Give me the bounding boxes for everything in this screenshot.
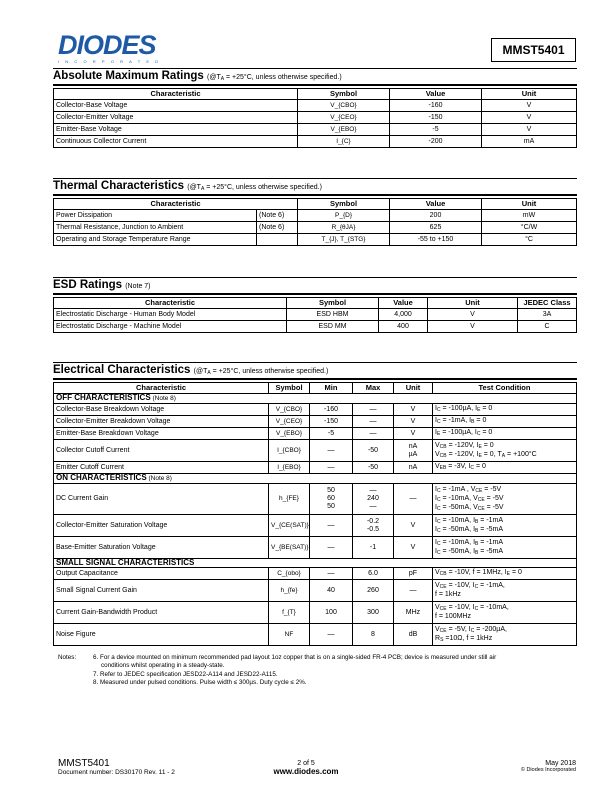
column-header: Characteristic	[54, 199, 298, 210]
footer-page: 2 of 5	[297, 760, 315, 767]
max-cell: —	[353, 428, 394, 440]
value-cell: -150	[390, 112, 482, 124]
column-header: Unit	[428, 298, 518, 309]
table-row	[54, 602, 577, 624]
diodes-logo: DIODES INCORPORATED	[58, 30, 165, 64]
symbol-cell: NF	[269, 624, 310, 646]
thermal-characteristics-section	[53, 178, 577, 246]
min-cell: —	[310, 568, 353, 580]
table-row	[54, 515, 577, 537]
symbol-cell: V_{CEO}	[298, 112, 390, 124]
value-cell: V	[428, 321, 518, 333]
table-header-row	[54, 89, 577, 100]
test-condition-cell: $V_{CE} = -10V$, $I_C = -1mA$, f = 1kHz	[433, 580, 577, 602]
section-condition: ($@T_A = +25^\circ C$, unless otherwise specified.)	[187, 184, 322, 192]
absolute-maximum-ratings-section	[53, 68, 577, 148]
characteristic-cell: Emitter Cutoff Current	[54, 462, 269, 474]
group-label	[54, 474, 577, 484]
table-row	[54, 222, 577, 234]
table-row	[54, 580, 577, 602]
symbol-cell: V_{BE(SAT)}	[269, 537, 310, 559]
value-cell: °C	[482, 234, 577, 246]
footer-doc-number: Document number: DS30170 Rev. 11 - 2	[58, 769, 175, 776]
test-condition-cell: $V_{CB} = -10V$, f = 1MHz, $I_E = 0$	[433, 568, 577, 580]
test-condition-cell: $I_C = -10mA$, $I_B = -1mA$ $I_C = -50mA$, $I_B = -5mA$	[433, 515, 577, 537]
max-cell: —	[353, 416, 394, 428]
characteristic-cell: Operating and Storage Temperature Range	[54, 234, 257, 246]
group-label	[54, 394, 577, 404]
max-cell: — 240 —	[353, 484, 394, 515]
min-cell: —	[310, 462, 353, 474]
column-header: Symbol	[269, 383, 310, 394]
value-cell: (Note 6)	[257, 210, 298, 222]
value-cell: mW	[482, 210, 577, 222]
group-note: (Note 8)	[150, 395, 176, 402]
table-row	[54, 440, 577, 462]
note-6-cont: conditions whilst operating in a steady-state.	[101, 662, 225, 670]
symbol-cell: V_{CBO}	[269, 404, 310, 416]
column-header: Max	[353, 383, 394, 394]
value-cell: V	[482, 112, 577, 124]
column-header: Unit	[482, 89, 577, 100]
section-title: Absolute Maximum Ratings	[53, 70, 204, 82]
table-row	[54, 404, 577, 416]
min-cell: -150	[310, 416, 353, 428]
characteristic-cell: Electrostatic Discharge - Human Body Model	[54, 309, 287, 321]
characteristic-cell: Collector-Emitter Saturation Voltage	[54, 515, 269, 537]
footer-website[interactable]: www.diodes.com	[273, 767, 339, 776]
symbol-cell: C_{obo}	[269, 568, 310, 580]
max-cell: 6.0	[353, 568, 394, 580]
max-cell: -0.2 -0.5	[353, 515, 394, 537]
unit-cell: pF	[394, 568, 433, 580]
absolute-maximum-ratings-table	[53, 88, 577, 148]
min-cell: —	[310, 440, 353, 462]
column-header: Test Condition	[433, 383, 577, 394]
characteristic-cell: Output Capacitance	[54, 568, 269, 580]
table-row	[54, 568, 577, 580]
characteristic-cell: Power Dissipation	[54, 210, 257, 222]
column-header: Characteristic	[54, 89, 298, 100]
footer-left	[58, 758, 175, 776]
test-condition-cell: $I_C = -10mA$, $I_B = -1mA$ $I_C = -50mA$, $I_B = -5mA$	[433, 537, 577, 559]
symbol-cell: V_{EBO}	[298, 124, 390, 136]
column-header: JEDEC Class	[518, 298, 577, 309]
group-label	[54, 559, 577, 568]
symbol-cell: h_{fe}	[269, 580, 310, 602]
value-cell: -5	[390, 124, 482, 136]
unit-cell: V	[394, 416, 433, 428]
max-cell: -50	[353, 462, 394, 474]
esd-ratings-table	[53, 297, 577, 333]
value-cell: (Note 6)	[257, 222, 298, 234]
value-cell: -160	[390, 100, 482, 112]
symbol-cell: R_{θJA}	[298, 222, 390, 234]
symbol-cell: f_{T}	[269, 602, 310, 624]
electrical-characteristics-table	[53, 382, 577, 646]
group-title: SMALL SIGNAL CHARACTERISTICS	[56, 558, 195, 567]
note-7: 7. Refer to JEDEC specification JESD22-A114 and JESD22-A115.	[93, 670, 278, 678]
column-header: Value	[390, 89, 482, 100]
table-row	[54, 321, 577, 333]
unit-cell: nA µA	[394, 440, 433, 462]
symbol-cell: I_{EBO}	[269, 462, 310, 474]
value-cell: -55 to +150	[390, 234, 482, 246]
value-cell	[257, 234, 298, 246]
column-header: Unit	[394, 383, 433, 394]
value-cell: mA	[482, 136, 577, 148]
group-title: ON CHARACTERISTICS	[56, 473, 147, 482]
value-cell: ESD HBM	[287, 309, 379, 321]
symbol-cell: V_{CEO}	[269, 416, 310, 428]
symbol-cell: V_{CE(SAT)}	[269, 515, 310, 537]
thermal-characteristics-table	[53, 198, 577, 246]
value-cell: ESD MM	[287, 321, 379, 333]
section-note: (Note 7)	[125, 283, 151, 290]
column-header: Symbol	[298, 89, 390, 100]
footer-right	[521, 760, 576, 773]
unit-cell: V	[394, 428, 433, 440]
test-condition-cell: $V_{CE} = -5V$, $I_C = -200\mu A$, $R_S =10\Omega$, f = 1kHz	[433, 624, 577, 646]
table-row	[54, 537, 577, 559]
test-condition-cell: $V_{CB} = -120V$, $I_E = 0$ $V_{CB} = -120V$, $I_E = 0$, $T_A = +100^\circ C$	[433, 440, 577, 462]
table-row	[54, 428, 577, 440]
test-condition-cell: $I_C = -1mA$, $I_B = 0$	[433, 416, 577, 428]
characteristic-cell: Base-Emitter Saturation Voltage	[54, 537, 269, 559]
max-cell: 260	[353, 580, 394, 602]
value-cell: °C/W	[482, 222, 577, 234]
min-cell: -5	[310, 428, 353, 440]
column-header: Value	[379, 298, 428, 309]
value-cell: C	[518, 321, 577, 333]
unit-cell: MHz	[394, 602, 433, 624]
test-condition-cell: $I_C = -100\mu A$, $I_E = 0$	[433, 404, 577, 416]
footer-date: May 2018	[545, 760, 576, 767]
unit-cell: V	[394, 404, 433, 416]
unit-cell: —	[394, 580, 433, 602]
value-cell: -200	[390, 136, 482, 148]
min-cell: —	[310, 624, 353, 646]
section-condition: ($@T_A = +25^\circ C$, unless otherwise specified.)	[207, 74, 342, 82]
test-condition-cell: $I_E = -100\mu A$, $I_C = 0$	[433, 428, 577, 440]
value-cell: 4,000	[379, 309, 428, 321]
table-row	[54, 462, 577, 474]
column-header: Characteristic	[54, 383, 269, 394]
value-cell: 400	[379, 321, 428, 333]
note-6: 6. For a device mounted on minimum recommended pad layout 1oz copper that is on a single-sided FR-4 PCB; device is measured under still air	[93, 654, 497, 661]
electrical-characteristics-section	[53, 362, 577, 646]
table-row	[54, 484, 577, 515]
characteristic-cell: Collector-Emitter Voltage	[54, 112, 298, 124]
table-row	[54, 124, 577, 136]
section-condition: ($@T_A = +25^\circ C$, unless otherwise specified.)	[193, 368, 329, 376]
test-condition-cell: $V_{CE} = -10V$, $I_C = -10mA$, f = 100MHz	[433, 602, 577, 624]
min-cell: 100	[310, 602, 353, 624]
column-header: Min	[310, 383, 353, 394]
column-header: Characteristic	[54, 298, 287, 309]
group-header-row	[54, 394, 577, 404]
characteristic-cell: Emitter-Base Breakdown Voltage	[54, 428, 269, 440]
footer-part: MMST5401	[58, 758, 110, 769]
max-cell: 8	[353, 624, 394, 646]
section-title: ESD Ratings	[53, 279, 123, 291]
max-cell: 300	[353, 602, 394, 624]
min-cell: -160	[310, 404, 353, 416]
characteristic-cell: Collector-Emitter Breakdown Voltage	[54, 416, 269, 428]
table-row	[54, 624, 577, 646]
characteristic-cell: Thermal Resistance, Junction to Ambient	[54, 222, 257, 234]
symbol-cell: T_{J}, T_{STG}	[298, 234, 390, 246]
min-cell: 50 60 50	[310, 484, 353, 515]
value-cell: V	[482, 100, 577, 112]
group-title: OFF CHARACTERISTICS	[56, 393, 151, 402]
characteristic-cell: DC Current Gain	[54, 484, 269, 515]
table-row	[54, 416, 577, 428]
column-header: Unit	[482, 199, 577, 210]
min-cell: 40	[310, 580, 353, 602]
max-cell: —	[353, 404, 394, 416]
characteristic-cell: Current Gain-Bandwidth Product	[54, 602, 269, 624]
value-cell: V	[482, 124, 577, 136]
part-number-box: MMST5401	[491, 38, 576, 62]
symbol-cell: h_{FE}	[269, 484, 310, 515]
test-condition-cell: $V_{EB} = -3V$, $I_C = 0$	[433, 462, 577, 474]
footer-copyright: © Diodes Incorporated	[520, 767, 576, 773]
max-cell: -1	[353, 537, 394, 559]
column-header: Value	[390, 199, 482, 210]
characteristic-cell: Collector-Base Voltage	[54, 100, 298, 112]
table-header-row	[54, 298, 577, 309]
unit-cell: —	[394, 484, 433, 515]
min-cell: —	[310, 515, 353, 537]
characteristic-cell: Small Signal Current Gain	[54, 580, 269, 602]
table-row	[54, 100, 577, 112]
max-cell: -50	[353, 440, 394, 462]
symbol-cell: P_{D}	[298, 210, 390, 222]
symbol-cell: V_{EBO}	[269, 428, 310, 440]
unit-cell: V	[394, 537, 433, 559]
characteristic-cell: Noise Figure	[54, 624, 269, 646]
value-cell: 200	[390, 210, 482, 222]
characteristic-cell: Emitter-Base Voltage	[54, 124, 298, 136]
table-row	[54, 210, 577, 222]
characteristic-cell: Collector-Base Breakdown Voltage	[54, 404, 269, 416]
value-cell: 3A	[518, 309, 577, 321]
value-cell: V	[428, 309, 518, 321]
table-header-row	[54, 199, 577, 210]
value-cell: 625	[390, 222, 482, 234]
characteristic-cell: Collector Cutoff Current	[54, 440, 269, 462]
table-row	[54, 136, 577, 148]
column-header: Symbol	[298, 199, 390, 210]
section-title: Electrical Characteristics	[53, 364, 191, 376]
table-header-row	[54, 383, 577, 394]
characteristic-cell: Electrostatic Discharge - Machine Model	[54, 321, 287, 333]
section-title: Thermal Characteristics	[53, 180, 185, 192]
column-header: Symbol	[287, 298, 379, 309]
table-row	[54, 234, 577, 246]
symbol-cell: I_{C}	[298, 136, 390, 148]
note-8: 8. Measured under pulsed conditions. Pulse width ≤ 300µs. Duty cycle ≤ 2%.	[93, 679, 307, 687]
footer-center	[256, 760, 356, 776]
symbol-cell: I_{CBO}	[269, 440, 310, 462]
unit-cell: nA	[394, 462, 433, 474]
notes	[58, 654, 583, 688]
group-header-row	[54, 474, 577, 484]
unit-cell: dB	[394, 624, 433, 646]
symbol-cell: V_{CBO}	[298, 100, 390, 112]
table-row	[54, 112, 577, 124]
group-note: (Note 8)	[146, 475, 172, 482]
esd-ratings-section	[53, 277, 577, 333]
group-header-row	[54, 559, 577, 568]
characteristic-cell: Continuous Collector Current	[54, 136, 298, 148]
table-row	[54, 309, 577, 321]
min-cell: —	[310, 537, 353, 559]
test-condition-cell: $I_C = -1mA$ , $V_{CE} = -5V$ $I_C = -10mA$, $V_{CE} = -5V$ $I_C = -50mA$, $V_{CE} = -5V$	[433, 484, 577, 515]
notes-label: Notes:	[58, 654, 77, 661]
unit-cell: V	[394, 515, 433, 537]
